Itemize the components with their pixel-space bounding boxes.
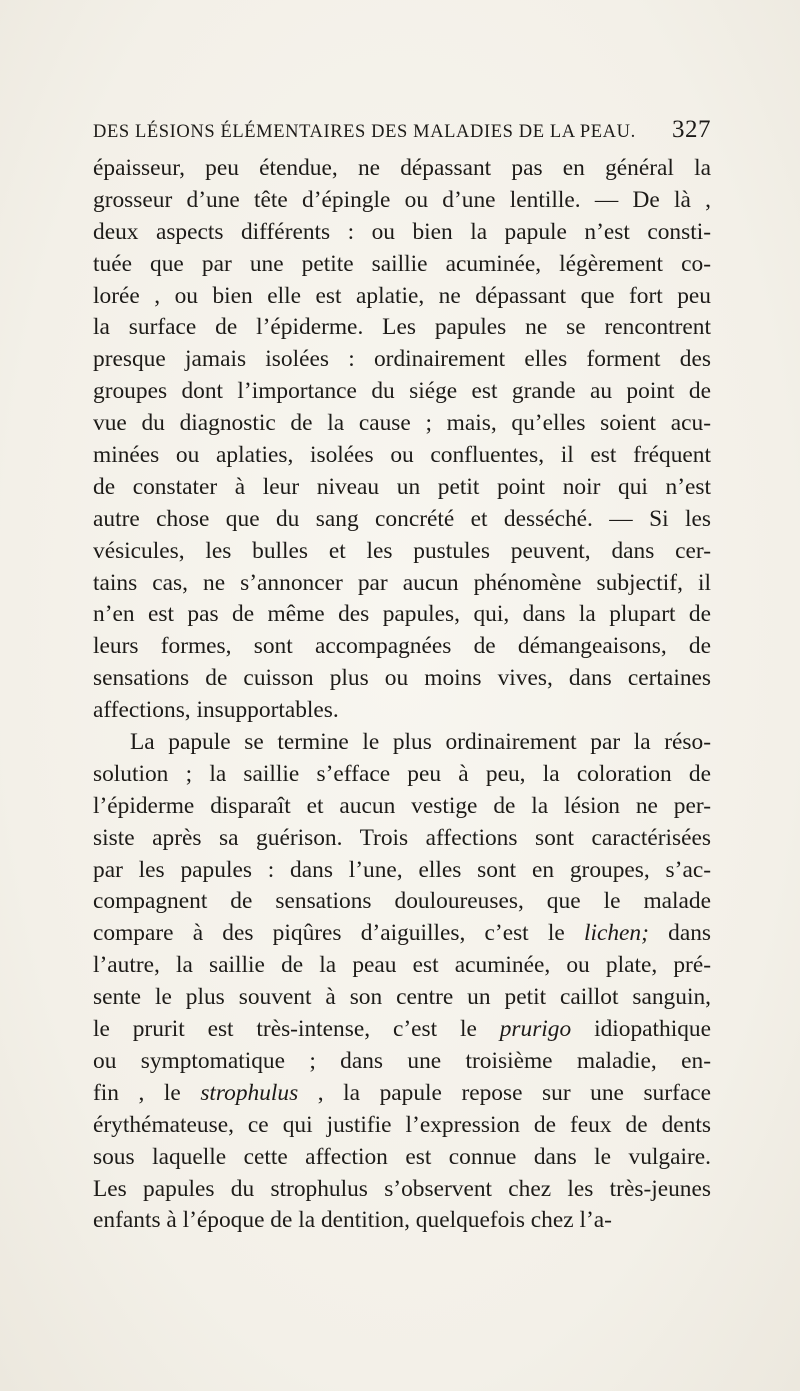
text-run: l’autre, la saillie de la peau est acuminée, ou plate, pré- [93, 952, 711, 979]
text-run: épaisseur, peu étendue, ne dépassant pas en général la [93, 155, 711, 181]
text-run: idiopathique [571, 1016, 711, 1043]
italic-term: lichen; [583, 920, 649, 947]
text-line [93, 472, 711, 504]
text-run: de constater à leur niveau un petit point noir qui n’est [93, 473, 711, 500]
text-run: autre chose que du sang concrété et desséché. — Si les [93, 505, 711, 532]
text-run: vue du diagnostic de la cause ; mais, qu’elles soient acu- [93, 410, 711, 437]
text-line [93, 1046, 711, 1078]
text-run: sous laquelle cette affection est connue dans le vulgaire. [93, 1143, 711, 1170]
text-run: compare à des piqûres d’aiguilles, c’est le [93, 920, 584, 947]
text-run: ou symptomatique ; dans une troisième maladie, en- [93, 1047, 711, 1074]
text-line [93, 504, 711, 536]
text-line [93, 663, 711, 695]
text-run: sensations de cuisson plus ou moins vives, dans certaines [93, 665, 711, 692]
text-line [93, 1142, 711, 1174]
text-line [93, 631, 711, 663]
text-line [93, 153, 711, 185]
running-title: DES LÉSIONS ÉLÉMENTAIRES DES MALADIES DE LA PEAU. [93, 122, 636, 142]
text-line [93, 727, 711, 759]
text-run: leurs formes, sont accompagnées de démangeaisons, de [93, 633, 711, 660]
text-run: affections, insupportables. [93, 697, 339, 724]
text-line [93, 599, 711, 631]
text-line [93, 695, 711, 727]
text-line [93, 918, 711, 950]
text-line [93, 376, 711, 408]
text-run: dans [648, 920, 711, 947]
text-run: compagnent de sensations douloureuses, que le malade [93, 888, 711, 915]
text-line [93, 536, 711, 568]
running-head [93, 116, 711, 150]
text-run: , la papule repose sur une surface [298, 1079, 711, 1106]
text-run: tuée que par une petite saillie acuminée, légèrement co- [93, 250, 711, 277]
text-run: La papule se termine le plus ordinairement par la réso- [130, 729, 711, 756]
text-run: tains cas, ne s’annoncer par aucun phénomène subjectif, il [93, 569, 711, 596]
text-line [93, 249, 711, 281]
italic-term: strophulus [200, 1079, 299, 1106]
text-line [93, 344, 711, 376]
text-line [93, 823, 711, 855]
text-line [93, 759, 711, 791]
text-run: l’épiderme disparaît et aucun vestige de la lésion ne per- [93, 792, 711, 819]
text-line [93, 855, 711, 887]
text-run: le prurit est très-intense, c’est le [93, 1016, 500, 1043]
text-run: minées ou aplaties, isolées ou confluentes, il est fréquent [93, 442, 711, 469]
text-run: grosseur d’une tête d’épingle ou d’une lentille. — De là , [93, 186, 711, 213]
text-line [93, 185, 711, 217]
text-run: vésicules, les bulles et les pustules peuvent, dans cer- [93, 537, 711, 564]
text-line [93, 791, 711, 823]
text-line [93, 281, 711, 313]
text-run: fin , le [93, 1079, 201, 1106]
text-line [93, 886, 711, 918]
text-run: enfants à l’époque de la dentition, quelquefois chez l’a- [93, 1207, 612, 1234]
body-text [93, 153, 711, 1237]
text-run: sente le plus souvent à son centre un petit caillot sanguin, [93, 984, 711, 1011]
text-run: groupes dont l’importance du siége est grande au point de [93, 378, 711, 405]
text-line [93, 408, 711, 440]
text-run: érythémateuse, ce qui justifie l’expression de feux de dents [93, 1111, 711, 1138]
text-run: siste après sa guérison. Trois affections sont caractérisées [93, 824, 711, 851]
text-run: la surface de l’épiderme. Les papules ne se rencontrent [93, 314, 711, 341]
text-line [93, 950, 711, 982]
text-run: deux aspects différents : ou bien la papule n’est consti- [93, 218, 711, 245]
text-run: lorée , ou bien elle est aplatie, ne dépassant que fort peu [93, 282, 711, 309]
text-line [93, 982, 711, 1014]
text-run: Les papules du strophulus s’observent chez les très-jeunes [93, 1175, 711, 1202]
text-line [93, 1205, 711, 1237]
text-run: presque jamais isolées : ordinairement elles forment des [93, 346, 711, 373]
italic-term: prurigo [499, 1016, 572, 1043]
text-line [93, 440, 711, 472]
page-number: 327 [672, 116, 711, 143]
text-run: par les papules : dans l’une, elles sont en groupes, s’ac- [93, 856, 711, 883]
text-run: n’en est pas de même des papules, qui, dans la plupart de [93, 601, 711, 628]
text-line [93, 1078, 711, 1110]
text-line [93, 1110, 711, 1142]
text-line [93, 217, 711, 249]
text-run: solution ; la saillie s’efface peu à peu, la coloration de [93, 760, 711, 787]
text-line [93, 1174, 711, 1206]
text-line [93, 1014, 711, 1046]
text-line [93, 568, 711, 600]
text-line [93, 312, 711, 344]
